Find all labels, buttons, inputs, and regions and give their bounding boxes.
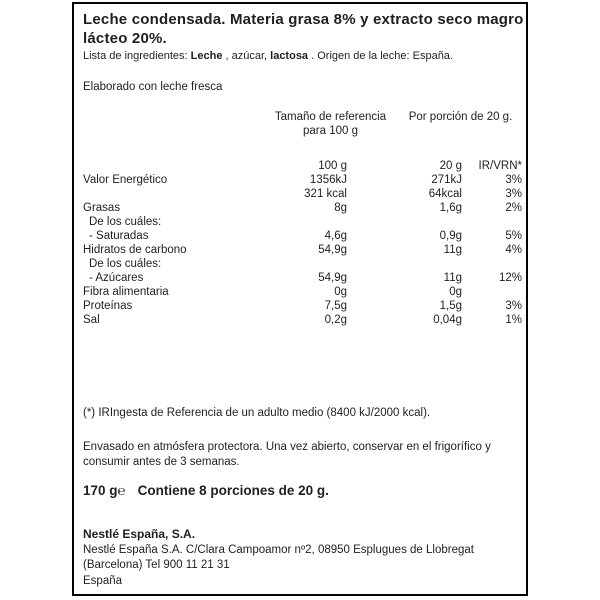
row-value-20g: 0g: [449, 286, 462, 298]
row-value-ir: [462, 285, 522, 299]
row-value-20g: 0,04g: [433, 314, 462, 326]
row-value-20g: 11g: [443, 272, 462, 284]
row-value-ir: 5%: [505, 230, 522, 242]
ingredients-line: [83, 49, 524, 63]
nutrition-table-headers: [83, 110, 524, 138]
row-value-100g: [235, 215, 347, 229]
subheader-20g: 20 g: [439, 160, 462, 172]
row-label: Fibra alimentaria: [83, 286, 169, 298]
reference-intake-footnote: (*) IRIngesta de Referencia de un adulto medio (8400 kJ/2000 kcal).: [83, 407, 431, 419]
row-label: Proteínas: [83, 300, 133, 312]
row-value-100g: [235, 257, 347, 271]
reference-size-header-line1: Tamaño de referencia: [274, 111, 387, 123]
row-value-ir: 3%: [505, 300, 522, 312]
fresh-milk-note: Elaborado con leche fresca: [83, 81, 223, 93]
row-value-ir: 3%: [505, 174, 522, 186]
storage-instructions: Envasado en atmósfera protectora. Una vez abierto, conservar en el frigorífico y consumir antes de 3 semanas.: [83, 441, 491, 468]
row-value-100g: 7,5g: [324, 300, 347, 312]
row-value-ir: 1%: [505, 314, 522, 326]
row-value-100g: 4,6g: [324, 230, 347, 242]
nutrition-table: [83, 159, 524, 327]
subheader-irvrn: IR/VRN*: [478, 160, 522, 172]
table-row-energy: [83, 173, 524, 187]
company-block: [83, 527, 523, 589]
table-row-fiber: [83, 285, 524, 299]
subheader-spacer: [83, 159, 235, 173]
row-value-100g: 0,2g: [324, 314, 347, 326]
table-row-fat: [83, 201, 524, 215]
net-weight-line: [83, 482, 524, 499]
ingredients-mid: , azúcar,: [222, 50, 271, 62]
row-label: Hidratos de carbono: [83, 244, 187, 256]
row-value-100g: 321 kcal: [304, 188, 347, 200]
row-value-ir: 12%: [498, 272, 522, 284]
row-value-100g: 54,9g: [318, 244, 347, 256]
portions-count: Contiene 8 porciones de 20 g.: [137, 483, 329, 498]
row-value-ir: 3%: [505, 188, 522, 200]
ingredients-prefix: Lista de ingredientes:: [83, 50, 191, 62]
reference-size-header: [238, 110, 423, 138]
row-label: Sal: [83, 314, 100, 326]
row-label: [83, 187, 235, 201]
row-value-20g: [347, 215, 462, 229]
row-value-100g: 54,9g: [318, 272, 347, 284]
row-value-100g: 1356kJ: [309, 174, 347, 186]
row-value-ir: 2%: [505, 202, 522, 214]
subheader-100g: 100 g: [318, 160, 347, 172]
ingredient-lactose: lactosa: [270, 50, 309, 62]
product-title: Leche condensada. Materia grasa 8% y extracto seco magro lácteo 20%.: [83, 11, 524, 47]
table-row-carbohydrates: [83, 243, 524, 257]
company-name: Nestlé España, S.A.: [83, 527, 196, 541]
row-label: De los cuáles:: [89, 258, 162, 270]
table-row-of-which-carbs: [83, 257, 524, 271]
table-row-sugars: [83, 271, 524, 285]
row-value-20g: 1,5g: [439, 300, 462, 312]
table-row-saturated: [83, 229, 524, 243]
row-value-ir: 4%: [505, 244, 522, 256]
row-label: Grasas: [83, 202, 121, 214]
row-value-20g: 11g: [443, 244, 462, 256]
row-value-20g: 271kJ: [431, 174, 462, 186]
reference-size-header-line2: para 100 g: [303, 125, 358, 137]
label-box: [72, 2, 528, 596]
row-value-100g: 8g: [334, 202, 347, 214]
table-row-energy-kcal: [83, 187, 524, 201]
row-value-20g: [347, 257, 462, 271]
ingredient-milk: Leche: [190, 50, 223, 62]
row-value-ir: [462, 257, 522, 271]
table-row-protein: [83, 299, 524, 313]
company-address: Nestlé España S.A. C/Clara Campoamor nº2, 08950 Esplugues de Llobregat (Barcelona) Tel 900 11 21 31: [83, 543, 474, 571]
ingredients-suffix: . Origen de la leche: España.: [308, 50, 453, 62]
row-value-20g: 0,9g: [439, 230, 462, 242]
row-label: De los cuáles:: [89, 216, 162, 228]
net-weight: 170 g℮: [83, 483, 126, 498]
row-value-ir: [462, 215, 522, 229]
table-row-of-which-fat: [83, 215, 524, 229]
nutrition-subheader-row: [83, 159, 524, 173]
company-country: España: [83, 574, 123, 587]
row-label: Valor Energético: [83, 174, 168, 186]
row-value-20g: 1,6g: [439, 202, 462, 214]
table-row-salt: [83, 313, 524, 327]
row-value-100g: 0g: [334, 286, 347, 298]
row-value-20g: 64kcal: [428, 188, 462, 200]
row-label: - Saturadas: [89, 230, 149, 242]
row-label: - Azúcares: [89, 272, 144, 284]
portion-header: Por porción de 20 g.: [408, 111, 513, 123]
